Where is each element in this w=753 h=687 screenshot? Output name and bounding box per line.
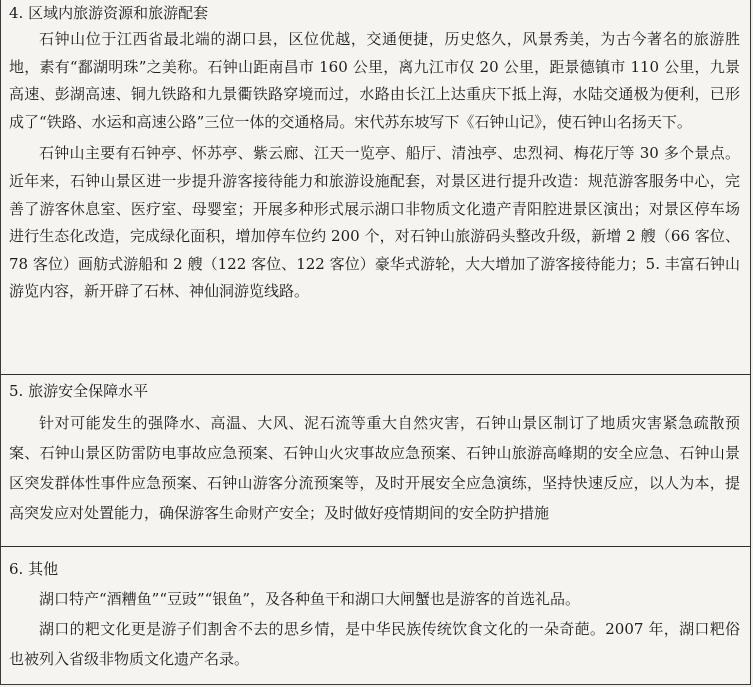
paragraph: 石钟山位于江西省最北端的湖口县，区位优越，交通便捷，历史悠久，风景秀美，为古今著名的旅游胜地，素有“鄱湖明珠”之美称。石钟山距南昌市 160 公里，离九江市仅 20 公里，距景德镇市 110 公里，九景高速、彭湖高速、铜九铁路和九景衢铁路穿境而过，水路由长江上达重庆下抵上海，水陆交通极为便利，已形成了“铁路、水运和高速公路”三位一体的交通格局。宋代苏东坡写下《石钟山记》，使石钟山名扬天下。 — [9, 30, 740, 131]
section-safety — [1, 375, 750, 547]
paragraph: 针对可能发生的强降水、高温、大风、泥石流等重大自然灾害，石钟山景区制订了地质灾害紧急疏散预案、石钟山景区防雷防电事故应急预案、石钟山火灾事故应急预案、石钟山旅游高峰期的安全应急、石钟山景区突发群体性事件应急预案、石钟山游客分流预案等，及时开展安全应急演练，坚持快速反应，以人为本，提高突发应对处置能力，确保游客生命财产安全；及时做好疫情期间的安全防护措施 — [9, 414, 740, 522]
paragraph: 湖口特产“酒糟鱼”“豆豉”“银鱼”，及各种鱼干和湖口大闸蟹也是游客的首选礼品。 — [39, 590, 581, 608]
section-heading: 5. 旅游安全保障水平 — [9, 382, 149, 400]
section-tourism-resources — [1, 0, 750, 375]
section-other — [1, 547, 750, 685]
section-heading: 6. 其他 — [9, 560, 59, 578]
paragraph: 石钟山主要有石钟亭、怀苏亭、紫云廊、江天一览亭、船厅、清浊亭、忠烈祠、梅花厅等 30 多个景点。近年来，石钟山景区进一步提升游客接待能力和旅游设施配套，对景区进行提升改造：规范游客服务中心，完善了游客休息室、医疗室、母婴室；开展多种形式展示湖口非物质文化遗产青阳腔进景区演出；对景区停车场进行生态化改造，完成绿化面积，增加停车位约 200 个，对石钟山旅游码头整改升级，新增 2 艘（66 客位、78 客位）画舫式游船和 2 艘（122 客位、122 客位）豪华式游轮，大大增加了游客接待能力；5. 丰富石钟山游览内容，新开辟了石林、神仙洞游览线路。 — [9, 144, 740, 301]
section-heading: 4. 区域内旅游资源和旅游配套 — [9, 4, 209, 22]
paragraph: 湖口的粑文化更是游子们割舍不去的思乡情，是中华民族传统饮食文化的一朵奇葩。2007 年，湖口粑俗也被列入省级非物质文化遗产名录。 — [9, 620, 740, 668]
